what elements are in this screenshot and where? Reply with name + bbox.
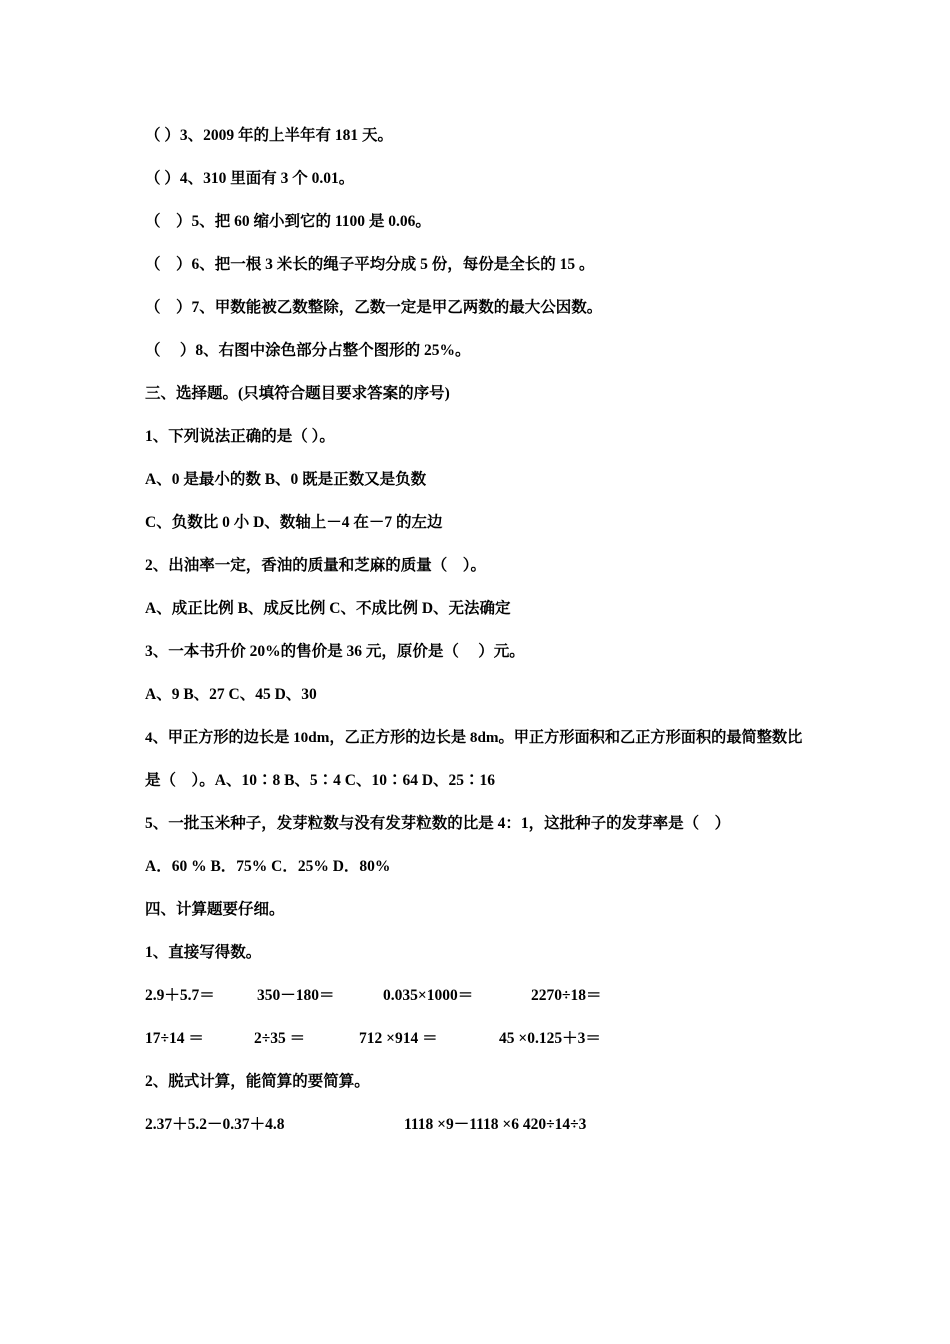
judgment-item-7: （ ）7、甲数能被乙数整除，乙数一定是甲乙两数的最大公因数。: [145, 299, 603, 316]
calc-item: 17÷14 ＝: [145, 1030, 204, 1047]
question-line: 1、下列说法正确的是（ ）。: [145, 428, 335, 445]
section-4-heading: 四、计算题要仔细。: [145, 901, 285, 918]
question-line: 2、出油率一定，香油的质量和芝麻的质量（ ）。: [145, 557, 487, 574]
section-3-heading: 三、选择题。(只填符合题目要求答案的序号): [145, 385, 450, 402]
question-line: C、负数比 0 小 D、数轴上－4 在－7 的左边: [145, 514, 443, 531]
expression-2: 1118 ×9－1118 ×6 420÷14÷3: [404, 1116, 587, 1133]
calc-item: 2270÷18＝: [531, 987, 602, 1004]
calc-item: 45 ×0.125＋3＝: [499, 1030, 601, 1047]
calc-item: 2÷35 ＝: [254, 1030, 306, 1047]
question-line: 是（ ）。A、10∶8 B、5∶4 C、10∶64 D、25∶16: [145, 772, 496, 789]
judgment-item-8: （ ）8、右图中涂色部分占整个图形的 25%。: [145, 342, 471, 359]
judgment-item-5: （ ）5、把 60 缩小到它的 1100 是 0.06。: [145, 213, 431, 230]
calc-item: 2.9＋5.7＝: [145, 987, 215, 1004]
calc-q2-title: 2、脱式计算，能简算的要简算。: [145, 1073, 370, 1090]
question-line: 5、一批玉米种子，发芽粒数与没有发芽粒数的比是 4：1，这批种子的发芽率是（ ）: [145, 815, 731, 832]
question-line: A、成正比例 B、成反比例 C、不成比例 D、无法确定: [145, 600, 511, 617]
question-line: A．60 % B．75% C．25% D．80%: [145, 858, 391, 875]
question-line: 4、甲正方形的边长是 10dm，乙正方形的边长是 8dm。甲正方形面积和乙正方形面积的最简整数比: [145, 729, 803, 746]
judgment-item-3: （ ）3、2009 年的上半年有 181 天。: [145, 127, 394, 144]
question-line: A、9 B、27 C、45 D、30: [145, 686, 317, 703]
calc-item: 0.035×1000＝: [383, 987, 474, 1004]
judgment-item-4: （ ）4、310 里面有 3 个 0.01。: [145, 170, 355, 187]
calc-item: 712 ×914 ＝: [359, 1030, 438, 1047]
judgment-item-6: （ ）6、把一根 3 米长的绳子平均分成 5 份，每份是全长的 15 。: [145, 256, 595, 273]
expression-1: 2.37＋5.2－0.37＋4.8: [145, 1116, 285, 1133]
question-line: 3、一本书升价 20%的售价是 36 元，原价是（ ）元。: [145, 643, 525, 660]
calc-item: 350－180＝: [257, 987, 335, 1004]
calc-q1-title: 1、直接写得数。: [145, 944, 262, 961]
question-line: A、0 是最小的数 B、0 既是正数又是负数: [145, 471, 427, 488]
